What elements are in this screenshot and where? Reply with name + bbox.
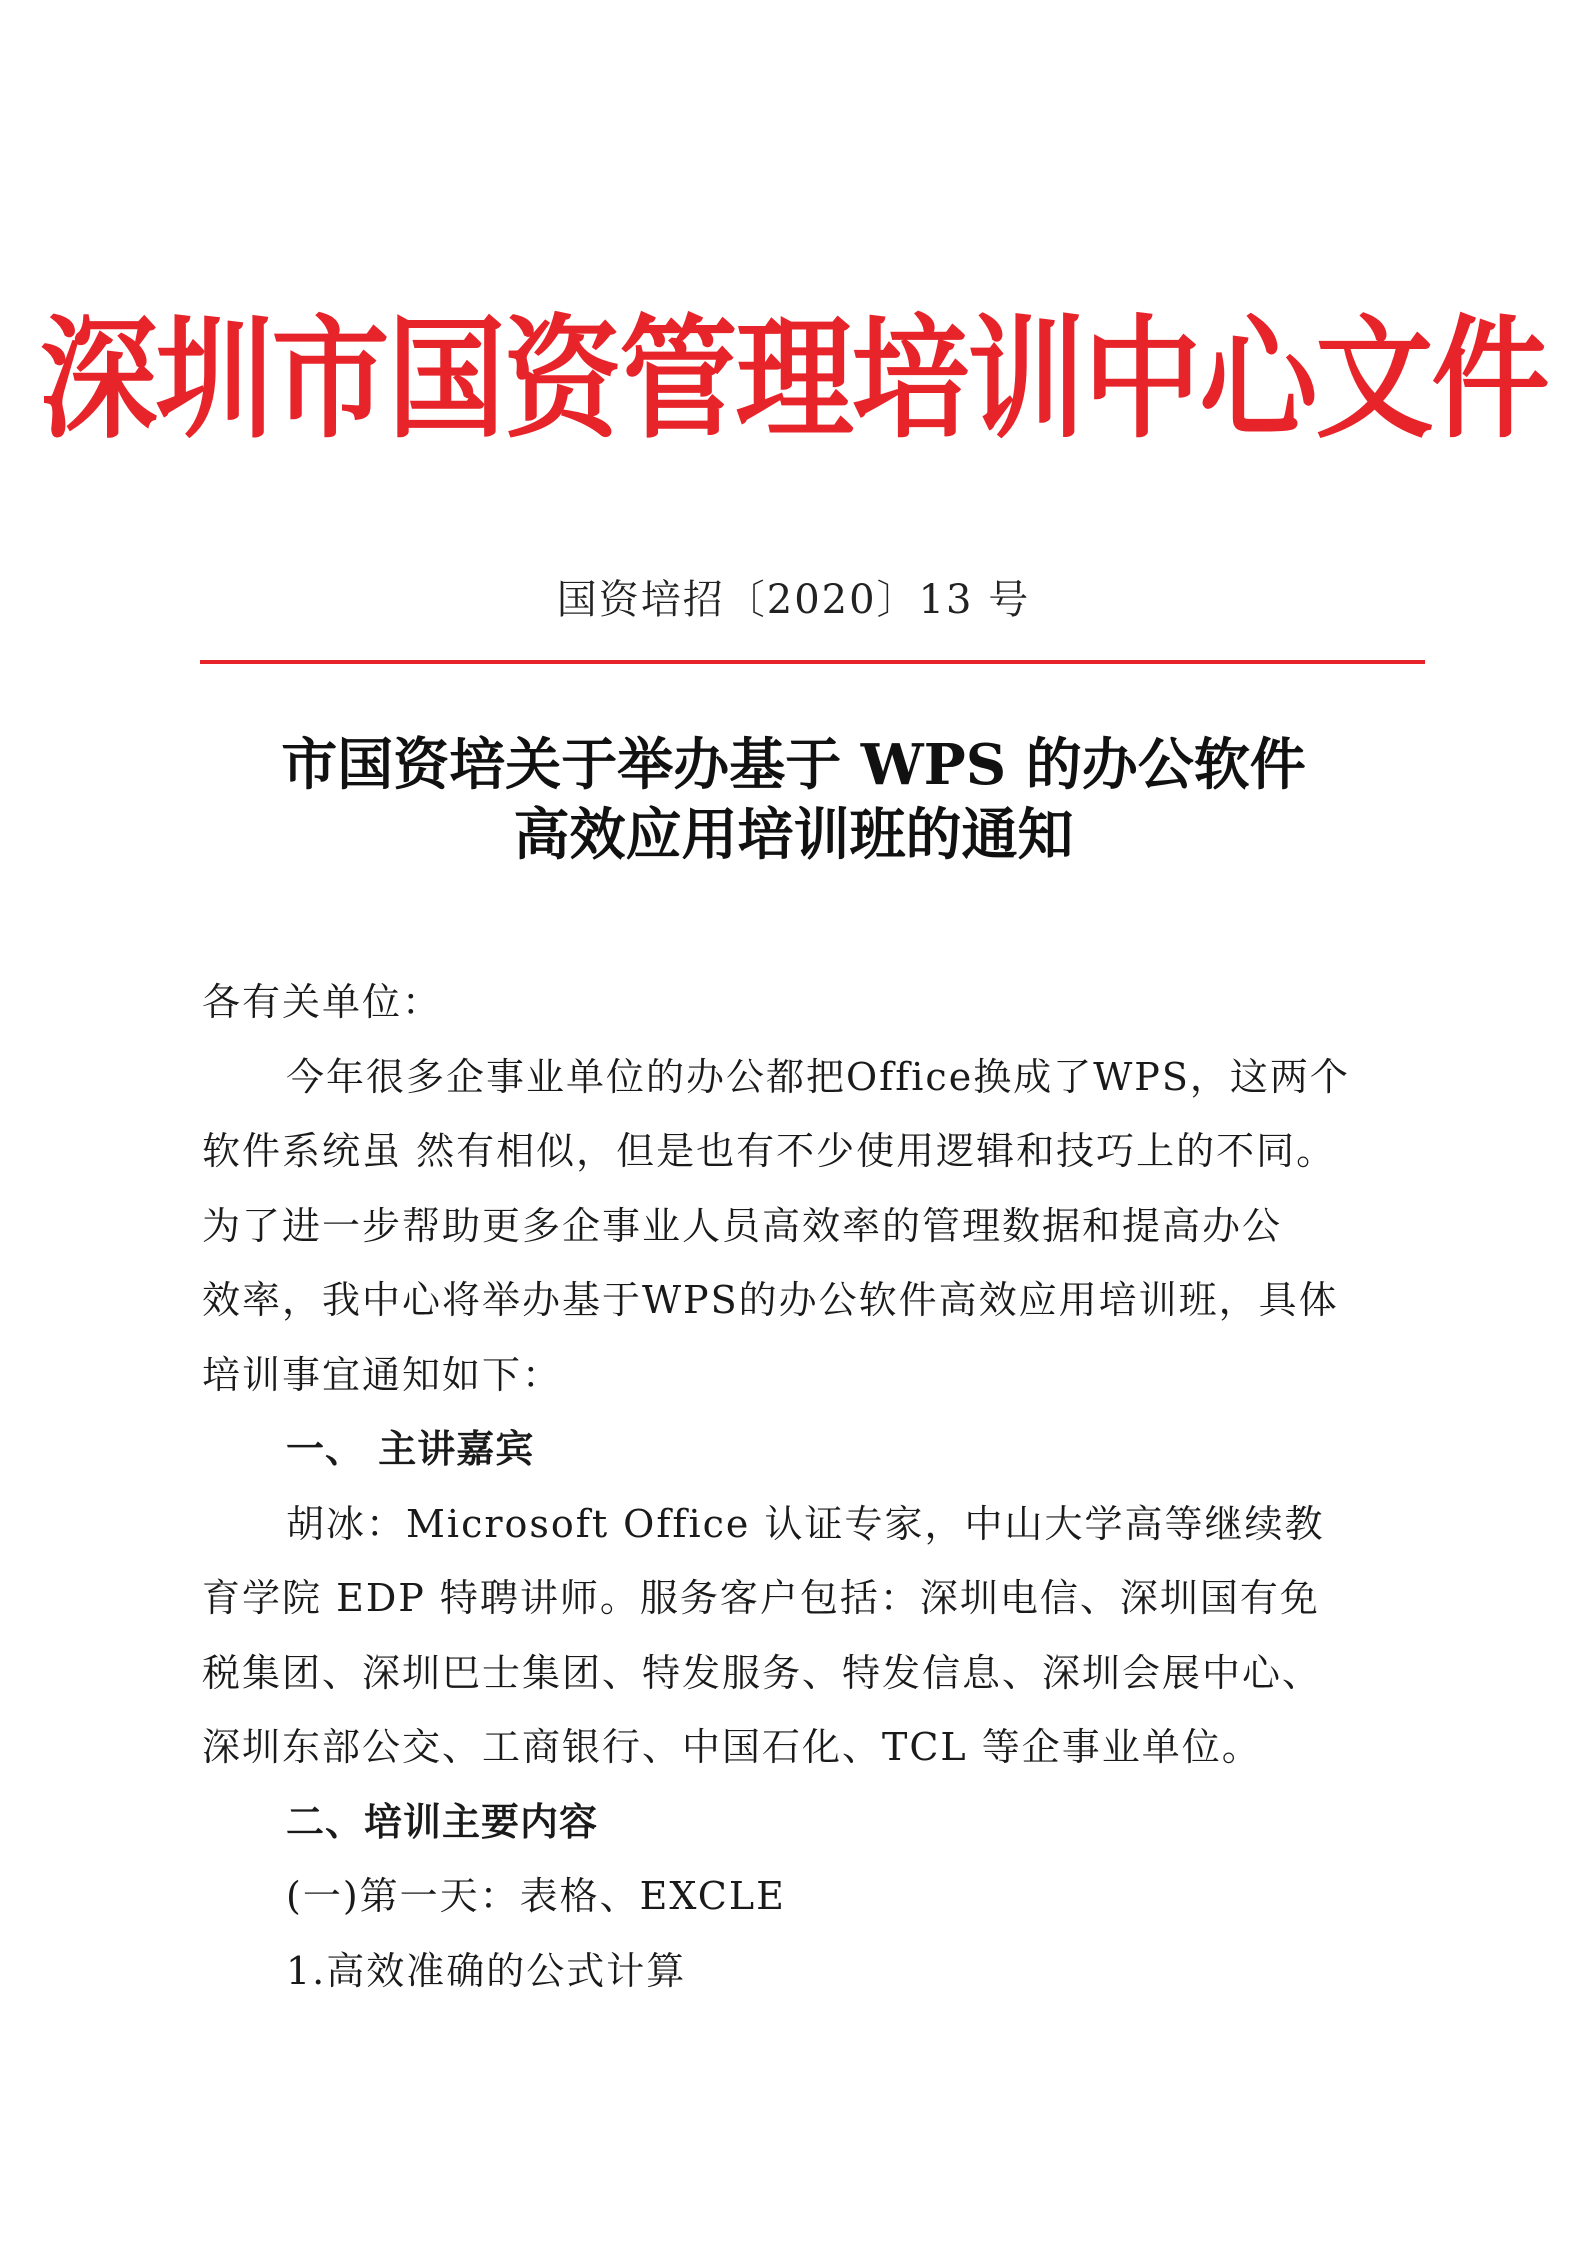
notice-title [0, 730, 1587, 870]
section-heading-speaker: 一、 主讲嘉宾 [286, 1427, 535, 1471]
content-item: 1.高效准确的公式计算 [286, 1948, 687, 1993]
header-org-title: 深圳市国资管理培训中心文件 [39, 300, 1548, 457]
intro-line: 培训事宜通知如下： [202, 1352, 563, 1397]
intro-line: 今年很多企事业单位的办公都把Office换成了WPS，这两个 [286, 1054, 1350, 1099]
speaker-line: 税集团、深圳巴士集团、特发服务、特发信息、深圳会展中心、 [202, 1650, 1323, 1695]
notice-title-line-2: 高效应用培训班的通知 [513, 802, 1074, 868]
intro-line: 效率，我中心将举办基于WPS的办公软件高效应用培训班，具体 [202, 1278, 1339, 1322]
speaker-line: 深圳东部公交、工商银行、中国石化、TCL 等企事业单位。 [202, 1725, 1262, 1769]
intro-line: 为了进一步帮助更多企事业人员高效率的管理数据和提高办公 [202, 1203, 1283, 1248]
document-body [202, 965, 1382, 2008]
salutation: 各有关单位： [202, 980, 443, 1024]
document-number: 国资培招〔2020〕13 号 [556, 577, 1031, 623]
speaker-line: 育学院 EDP 特聘讲师。服务客户包括：深圳电信、深圳国有免 [202, 1576, 1320, 1620]
notice-title-line-1: 市国资培关于举办基于 WPS 的办公软件 [281, 732, 1306, 798]
header-divider [200, 660, 1425, 664]
section-heading-content: 二、培训主要内容 [286, 1799, 599, 1844]
day-one-heading: (一)第一天：表格、EXCLE [286, 1874, 786, 1918]
speaker-line: 胡冰：Microsoft Office 认证专家，中山大学高等继续教 [286, 1501, 1325, 1546]
intro-line: 软件系统虽 然有相似，但是也有不少使用逻辑和技巧上的不同。 [202, 1129, 1337, 1173]
